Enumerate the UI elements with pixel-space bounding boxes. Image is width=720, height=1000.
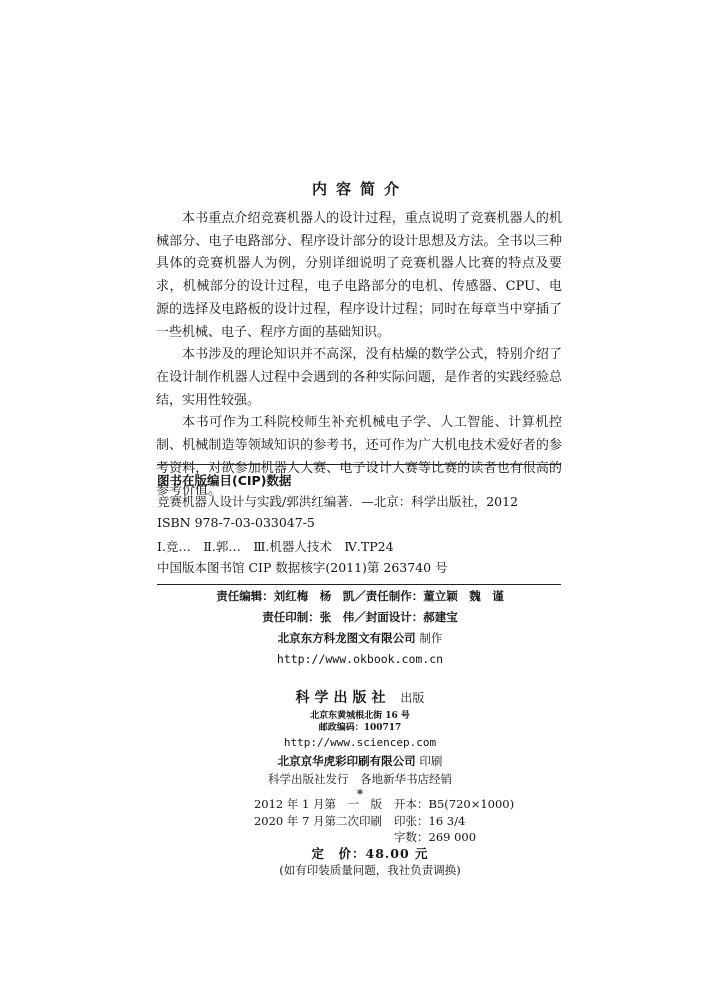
- summary-body: [156, 208, 562, 503]
- printer-line: [150, 752, 570, 770]
- cip-classification: Ⅰ.竞… Ⅱ.郭… Ⅲ.机器人技术 Ⅳ.TP24: [157, 539, 394, 554]
- publisher-line: [150, 686, 570, 710]
- cip-title-line: 竞赛机器人设计与实践/郭洪红编著．—北京：科学出版社，2012: [157, 494, 519, 509]
- editors-line: 责任编辑：刘红梅 杨 凯／责任制作：董立颖 魏 谨: [216, 589, 504, 603]
- summary-title: 内容简介: [311, 180, 408, 198]
- producer-url: http://www.okbook.com.cn: [276, 652, 444, 666]
- publisher-name: 科学出版社: [295, 690, 391, 706]
- cip-isbn: ISBN 978-7-03-033047-5: [157, 515, 315, 530]
- print-design-line: 责任印制：张 伟／封面设计：郝建宝: [262, 610, 458, 624]
- producer-suffix: 制作: [419, 631, 443, 645]
- publisher-postcode: 邮政编码：100717: [318, 723, 402, 733]
- edition-row-2: [220, 813, 520, 830]
- word-count: 字数：269 000: [394, 830, 477, 844]
- cip-library-record: 中国版本图书馆 CIP 数据核字(2011)第 263740 号: [157, 560, 448, 575]
- edition-row-1: [220, 796, 520, 813]
- printer-suffix: 印刷: [419, 754, 443, 768]
- publisher-url: http://www.sciencep.com: [283, 736, 437, 749]
- price-label: 定 价：48.00 元: [311, 845, 429, 861]
- producer-name: 北京东方科龙图文有限公司: [277, 631, 416, 645]
- cip-heading: 图书在版编目(CIP)数据: [157, 473, 292, 488]
- producer-line: [150, 628, 570, 649]
- printer-name: 北京京华虎彩印刷有限公司: [277, 754, 416, 768]
- summary-paragraph-1: 本书重点介绍竞赛机器人的设计过程，重点说明了竞赛机器人的机械部分、电子电路部分、程序设计部分的设计思想及方法。全书以三种具体的竞赛机器人为例，分别详细说明了竞赛机器人比赛的特点及要求，机械部分的设计过程，电子电路部分的电机、传感器、CPU、电源的选择及电路板的设计过程，程序设计过程；同时在每章当中穿插了一些机械、电子、程序方面的基础知识。: [156, 211, 562, 340]
- cip-block: [157, 464, 561, 585]
- publisher-block: [150, 686, 570, 800]
- credits-block: [150, 586, 570, 670]
- format-label: 开本：B5(720×1000): [394, 797, 515, 811]
- quality-notice: (如有印装质量问题，我社负责调换): [279, 863, 461, 877]
- summary-paragraph-3: 本书可作为工科院校师生补充机械电子学、人工智能、计算机控制、机械制造等领域知识的参考书，还可作为广大机电技术爱好者的参考资料，对欲参加机器人大赛、电子设计大赛等比赛的读者也有很高的参考价值。: [156, 415, 562, 499]
- summary-paragraph-2: 本书涉及的理论知识并不高深，没有枯燥的数学公式，特别介绍了在设计制作机器人过程中会遇到的各种实际问题，是作者的实践经验总结，实用性较强。: [156, 347, 562, 408]
- edition-label: 2012 年 1 月第 一 版: [253, 797, 382, 811]
- sheets-label: 印张：16 3/4: [394, 813, 466, 828]
- printing-label: 2020 年 7 月第二次印刷: [253, 813, 382, 828]
- edition-row-3: [220, 829, 520, 846]
- publisher-address: 北京东黄城根北街 16 号: [310, 711, 410, 721]
- edition-block: [220, 796, 520, 879]
- distribution-line: 科学出版社发行 各地新华书店经销: [268, 772, 452, 786]
- publisher-suffix: 出版: [400, 691, 425, 705]
- separator-star: *: [356, 787, 364, 801]
